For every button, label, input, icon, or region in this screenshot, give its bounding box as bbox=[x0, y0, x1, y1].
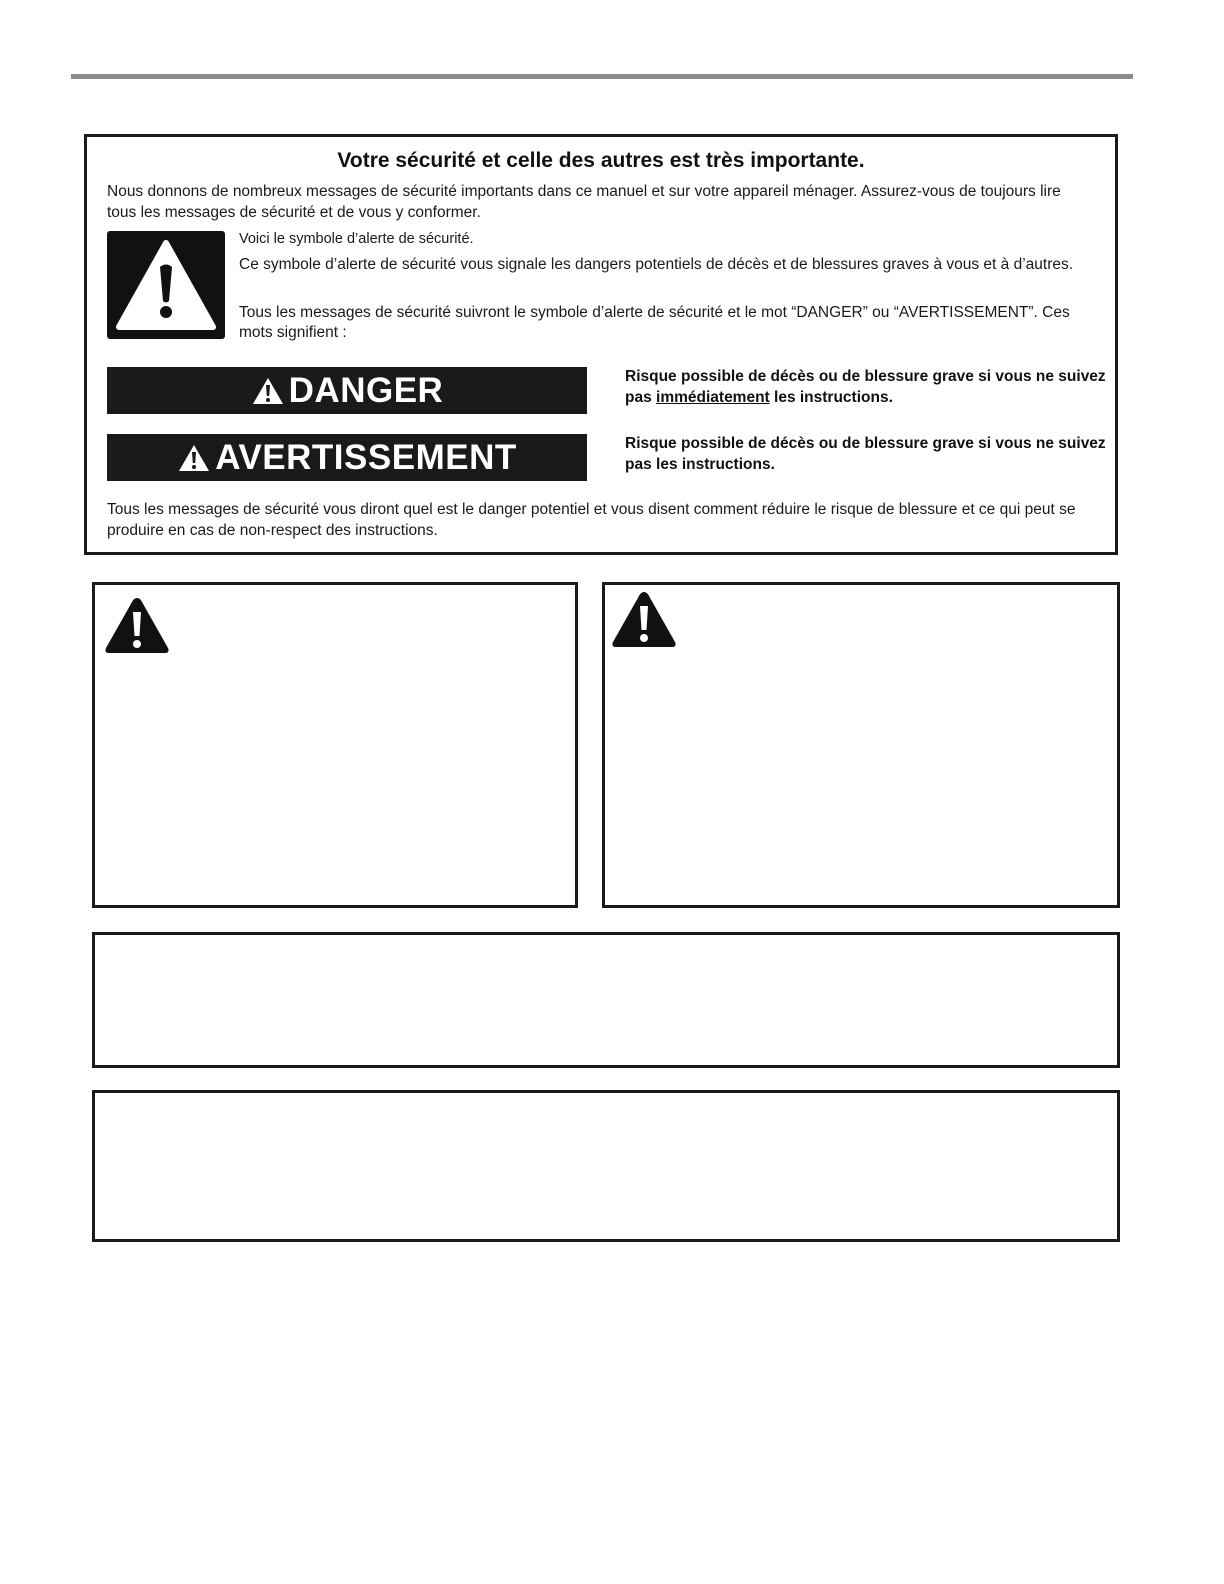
safety-alert-icon bbox=[107, 231, 225, 339]
warning-description: Risque possible de décès ou de blessure grave si vous ne suivez pas les instructions. bbox=[625, 435, 1106, 473]
warning-triangle-icon bbox=[177, 443, 211, 473]
symbol-definition: Voici le symbole d’alerte de sécurité. bbox=[239, 231, 474, 247]
notice-panel bbox=[92, 932, 1120, 1068]
danger-desc-start: Risque possible de décès ou de blessure grave si vous ne suivez pas bbox=[625, 368, 1106, 406]
symbol-explanation: Ce symbole d’alerte de sécurité vous signale les dangers potentiels de décès et de blessures graves à vous et à d’autres. bbox=[239, 256, 1074, 273]
warning-panel-right bbox=[602, 582, 1120, 908]
outro-paragraph: Tous les messages de sécurité vous diront quel est le danger potentiel et vous disent comment réduire le risque de blessure et ce qui peut se produire en cas de non-respect des instructions. bbox=[107, 501, 1076, 539]
warning-triangle-icon bbox=[251, 376, 285, 406]
danger-description bbox=[625, 366, 1110, 408]
signal-words-intro: Tous les messages de sécurité suivront le symbole d’alerte de sécurité et le mot “DANGER” ou “AVERTISSEMENT”. Ces mots signifient : bbox=[239, 304, 1070, 341]
warning-panel-left bbox=[92, 582, 578, 908]
danger-signal-bar bbox=[107, 367, 587, 414]
safety-title: Votre sécurité et celle des autres est très importante. bbox=[337, 149, 865, 172]
warning-label: AVERTISSEMENT bbox=[215, 437, 517, 477]
danger-label: DANGER bbox=[288, 370, 444, 410]
danger-desc-emphasis: immédiatement bbox=[656, 389, 770, 406]
warning-signal-bar bbox=[107, 434, 587, 481]
instructions-panel bbox=[92, 1090, 1120, 1242]
intro-paragraph: Nous donnons de nombreux messages de sécurité importants dans ce manuel et sur votre appareil ménager. Assurez-vous de toujours lire tous les messages de sécurité et de vous y conformer. bbox=[107, 183, 1061, 221]
warning-triangle-icon bbox=[610, 589, 678, 649]
safety-message-box bbox=[84, 134, 1118, 555]
top-divider bbox=[71, 74, 1133, 79]
warning-triangle-icon bbox=[103, 595, 171, 655]
danger-desc-end: les instructions. bbox=[769, 389, 893, 406]
